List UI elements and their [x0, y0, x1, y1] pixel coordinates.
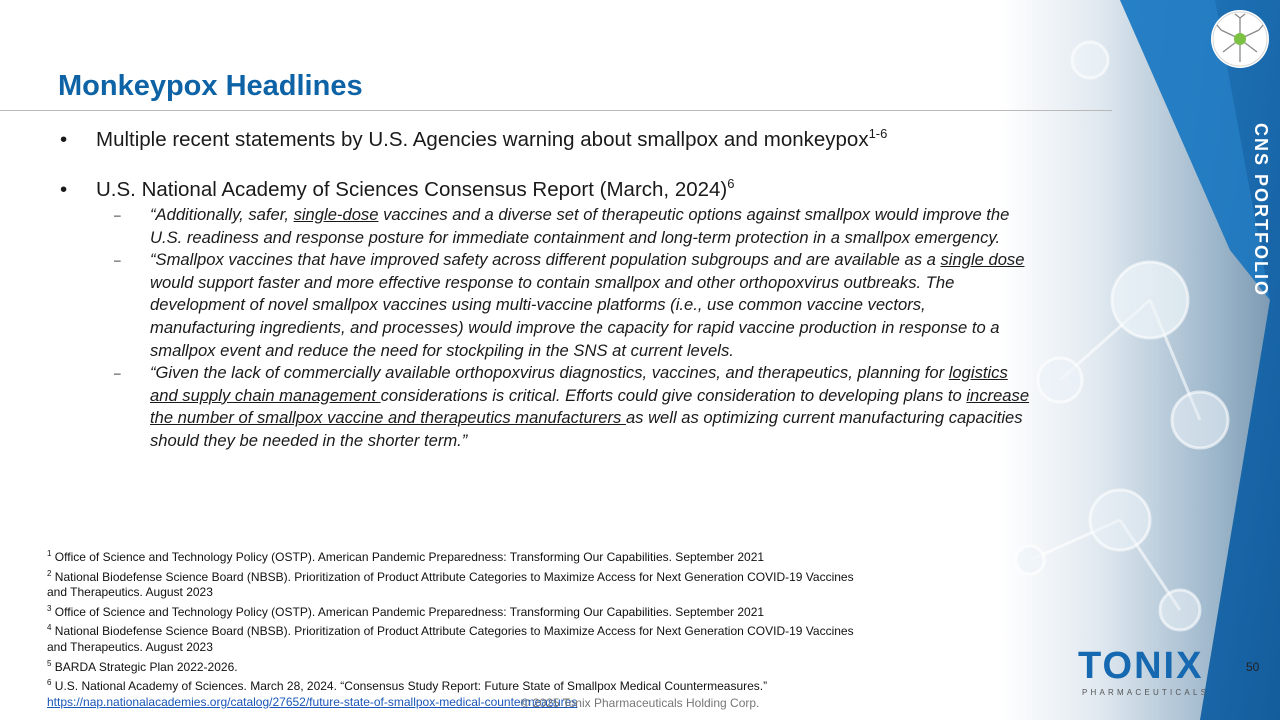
portfolio-label: CNS PORTFOLIO [1251, 123, 1271, 297]
bullet-marker: • [60, 178, 68, 201]
page-title: Monkeypox Headlines [58, 70, 363, 102]
copyright: © 2025 Tonix Pharmaceuticals Holding Corp. [520, 696, 760, 710]
sub-bullet-marker: – [114, 366, 121, 381]
quote-text: “Given the lack of commercially available orthopoxvirus diagnostics, vaccines, and therapeutics, planning for [150, 363, 949, 383]
quote-text: as well as optimizing current manufacturing capacities should they be needed in the shorter term.” [150, 408, 1023, 450]
sub-bullet-marker: – [114, 253, 121, 268]
footnote: $^4$ National Biodefense Science Board (NBSB). Prioritization of Product Attribute Categories to Maximize Access for Next Generation COVID-19 Vaccines and Therapeutics. August 2023 [47, 623, 854, 654]
quote-text: would support faster and more effective response to contain smallpox and other orthopoxvirus outbreaks. The development of novel smallpox vaccines using multi-vaccine platforms (i.e., use common vaccine vectors, manufacturing ingredients, and processes) would improve the capacity for rapid vaccine production in response to a smallpox event and reduce the need for stockpiling in the SNS at current levels. [150, 272, 1000, 360]
tonix-logo [1078, 646, 1208, 696]
quote-emphasis: single dose [940, 250, 1025, 270]
footnote-link[interactable]: https://nap.nationalacademies.org/catalog/27652/future-state-of-smallpox-medical-countermeasures [47, 694, 578, 709]
slide-content [60, 126, 1030, 453]
bullet-text: U.S. National Academy of Sciences Consensus Report (March, 2024) [96, 178, 728, 201]
bullet-marker: • [60, 128, 68, 151]
quote-text: “Additionally, safer, [150, 205, 294, 224]
quote-item [114, 249, 1030, 362]
bullet-item [60, 176, 1030, 204]
footnote: $^1$ Office of Science and Technology Policy (OSTP). American Pandemic Preparedness: Transforming Our Capabilities. September 2021 [47, 549, 765, 564]
blue-band [1120, 0, 1280, 720]
bullet-item [60, 126, 1030, 154]
bullet-superscript: 6 [727, 176, 735, 192]
logo-word: TONIX [1078, 645, 1204, 687]
quote-text: vaccines and a diverse set of therapeutic options against smallpox would improve the U.S. readiness and response posture for immediate containment and long-term protection in a smallpox emergency. [150, 205, 1010, 247]
title-divider [0, 110, 1112, 111]
footnote: $^3$ Office of Science and Technology Policy (OSTP). American Pandemic Preparedness: Transforming Our Capabilities. September 2021 [47, 603, 765, 619]
footnote: $^6$ U.S. National Academy of Sciences. March 28, 2024. “Consensus Study Report: Future State of Smallpox Medical Countermeasures.” [47, 678, 768, 694]
quote-emphasis: increase the number of smallpox vaccine and therapeutics manufacturers [150, 385, 1030, 428]
quote-text: considerations is critical. Efforts could give consideration to developing plans to [380, 385, 967, 405]
logo-subtitle: PHARMACEUTICALS [1082, 688, 1210, 697]
footnote: $^2$ National Biodefense Science Board (NBSB). Prioritization of Product Attribute Categories to Maximize Access for Next Generation COVID-19 Vaccines and Therapeutics. August 2023 [47, 568, 854, 600]
quote-item [114, 204, 1030, 249]
quote-emphasis: single-dose [293, 205, 379, 224]
quote-item [114, 362, 1030, 452]
bullet-superscript: 1-6 [868, 126, 888, 142]
quote-emphasis: logistics and supply chain management [150, 363, 1008, 405]
footnote: $^5$ BARDA Strategic Plan 2022-2026. [47, 658, 238, 674]
footnotes [47, 546, 867, 710]
quote-text: “Smallpox vaccines that have improved safety across different population subgroups and are available as a [150, 250, 941, 270]
page-number: 50 [1246, 660, 1260, 674]
neuron-icon [1211, 10, 1269, 68]
sub-bullet-marker: – [114, 208, 121, 222]
bullet-text: Multiple recent statements by U.S. Agencies warning about smallpox and monkeypox [96, 128, 869, 151]
